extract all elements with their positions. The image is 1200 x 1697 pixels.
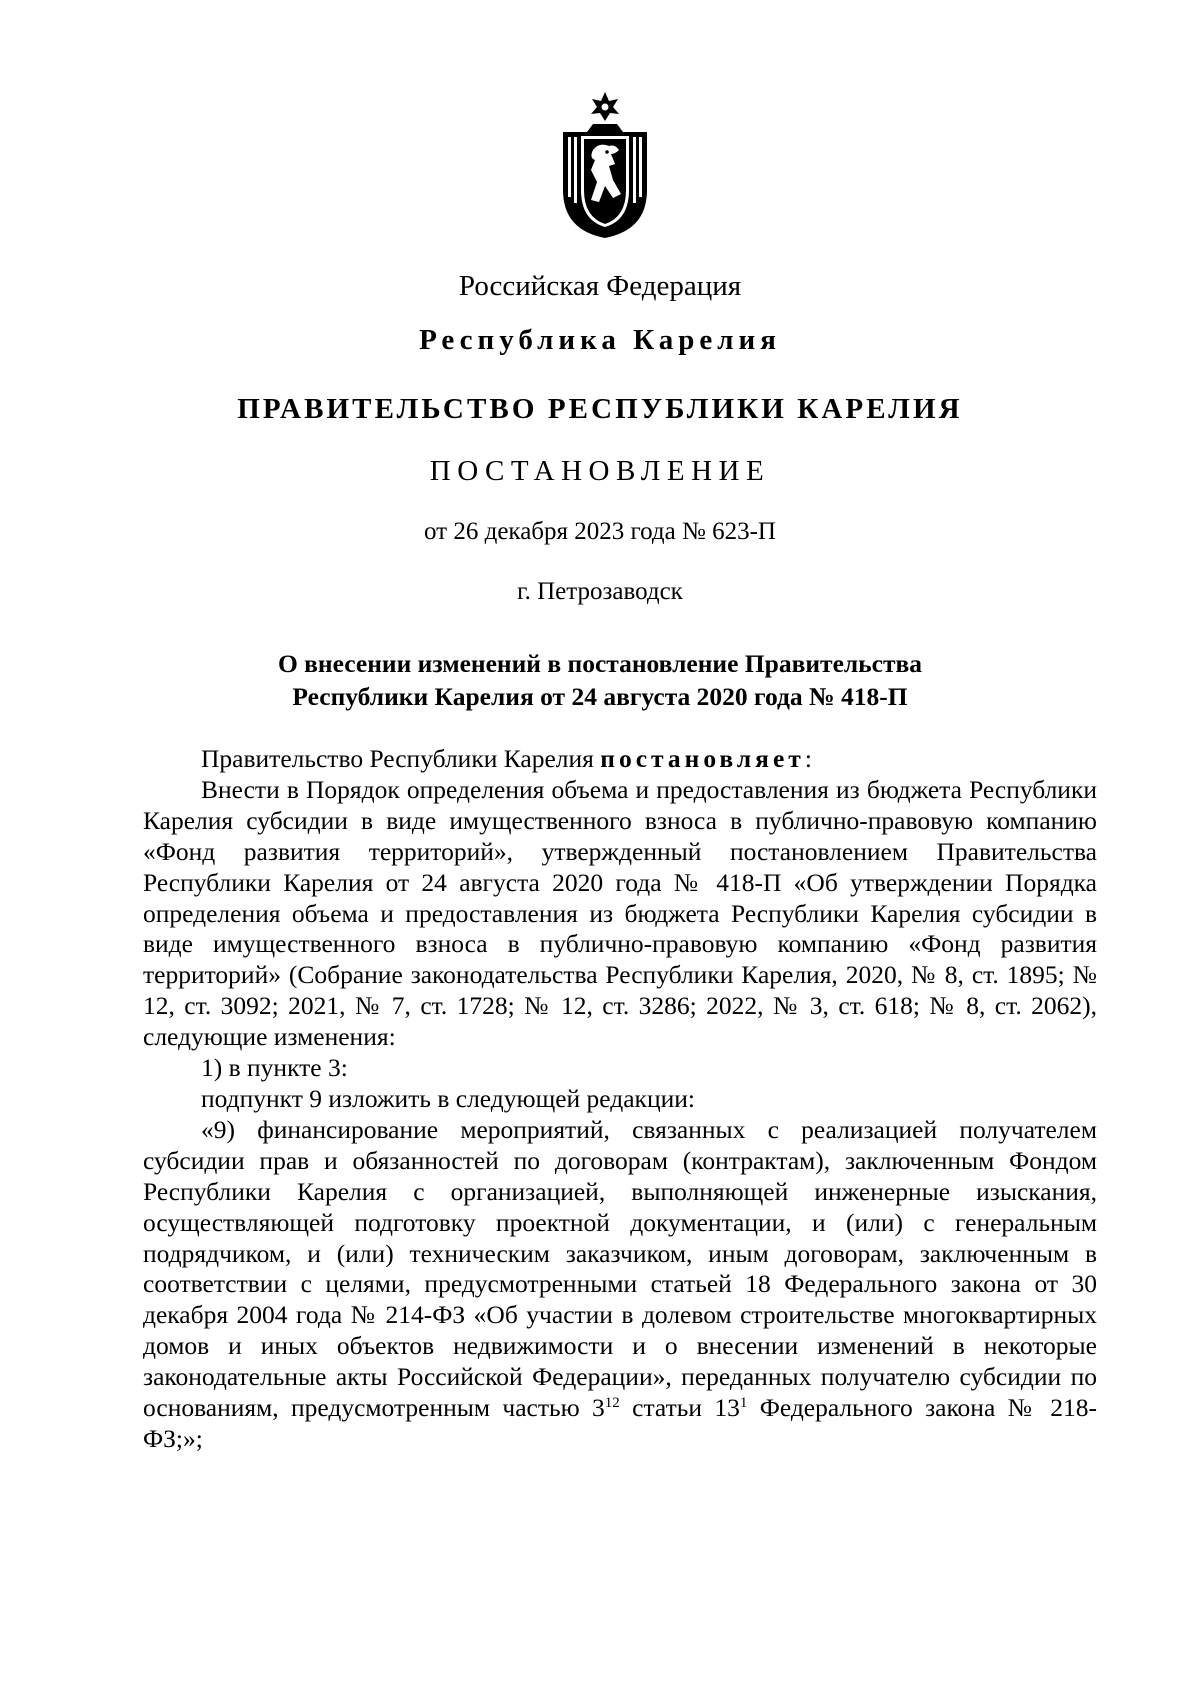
superscript-12: 12 — [604, 1395, 620, 1412]
government-name: ПРАВИТЕЛЬСТВО РЕСПУБЛИКИ КАРЕЛИЯ — [237, 393, 963, 425]
document-title-line-1: О внесении изменений в постановление Правительства — [277, 649, 923, 678]
document-title — [0, 647, 1200, 713]
country-name: Российская Федерация — [458, 270, 742, 302]
superscript-1: 1 — [739, 1395, 748, 1412]
subitem-9-text-paragraph — [143, 1115, 1097, 1455]
republic-name: Республика Карелия — [419, 324, 781, 356]
preamble-tail: : — [804, 744, 812, 773]
document-type: ПОСТАНОВЛЕНИЕ — [429, 455, 771, 487]
item-1-paragraph: 1) в пункте 3: — [201, 1053, 348, 1083]
document-title-line-2: Республики Карелия от 24 августа 2020 года № 418-П — [292, 682, 908, 711]
karelia-coat-of-arms-icon — [555, 90, 655, 240]
document-date-number: от 26 декабря 2023 года № 623-П — [424, 518, 776, 545]
resolution-keyword: постановляет — [600, 744, 805, 773]
subitem-9-main: «9) финансирование мероприятий, связанных с реализацией получателем субсидии прав и обязанностей по договорам (контрактам), заключенным Фондом Республики Карелия с организацией, выполняющей инженерные изыскания, осуществляющей подготовку проектной документации, и (или) с генеральным подрядчиком, и (или) техническим заказчиком, иным договорам, заключенным в соответствии с целями, предусмотренными статьей 18 Федерального закона от 30 декабря 2004 года № 214-ФЗ «Об участии в долевом строительстве многоквартирных домов и иных объектов недвижимости и о внесении изменений в некоторые законодательные акты Российской Федерации», переданных получателю субсидии по основаниям, предусмотренным частью 3 — [143, 1114, 1097, 1423]
document-city: г. Петрозаводск — [517, 578, 683, 605]
subitem-9-intro-paragraph: подпункт 9 изложить в следующей редакции: — [201, 1083, 695, 1113]
amendment-paragraph: Внести в Порядок определения объема и предоставления из бюджета Республики Карелия субсидии в виде имущественного взноса в публично-правовую компанию «Фонд развития территорий», утвержденный постановлением Правительства Республики Карелия от 24 августа 2020 года № 418-П «Об утверждении Порядка определения объема и предоставления из бюджета Республики Карелия субсидии в виде имущественного взноса в публично-правовую компанию «Фонд развития территорий» (Собрание законодательства Республики Карелия, 2020, № 8, ст. 1895; № 12, ст. 3092; 2021, № 7, ст. 1728; № 12, ст. 3286; 2022, № 3, ст. 618; № 8, ст. 2062), следующие изменения: — [143, 774, 1097, 1052]
subitem-9-mid: статьи 13 — [619, 1393, 740, 1423]
subitem-9-end: Федерального закона № 218-ФЗ;»; — [143, 1393, 1098, 1453]
preamble-lead: Правительство Республики Карелия — [201, 744, 601, 773]
preamble-paragraph — [143, 744, 1097, 775]
document-body — [143, 744, 1097, 1455]
